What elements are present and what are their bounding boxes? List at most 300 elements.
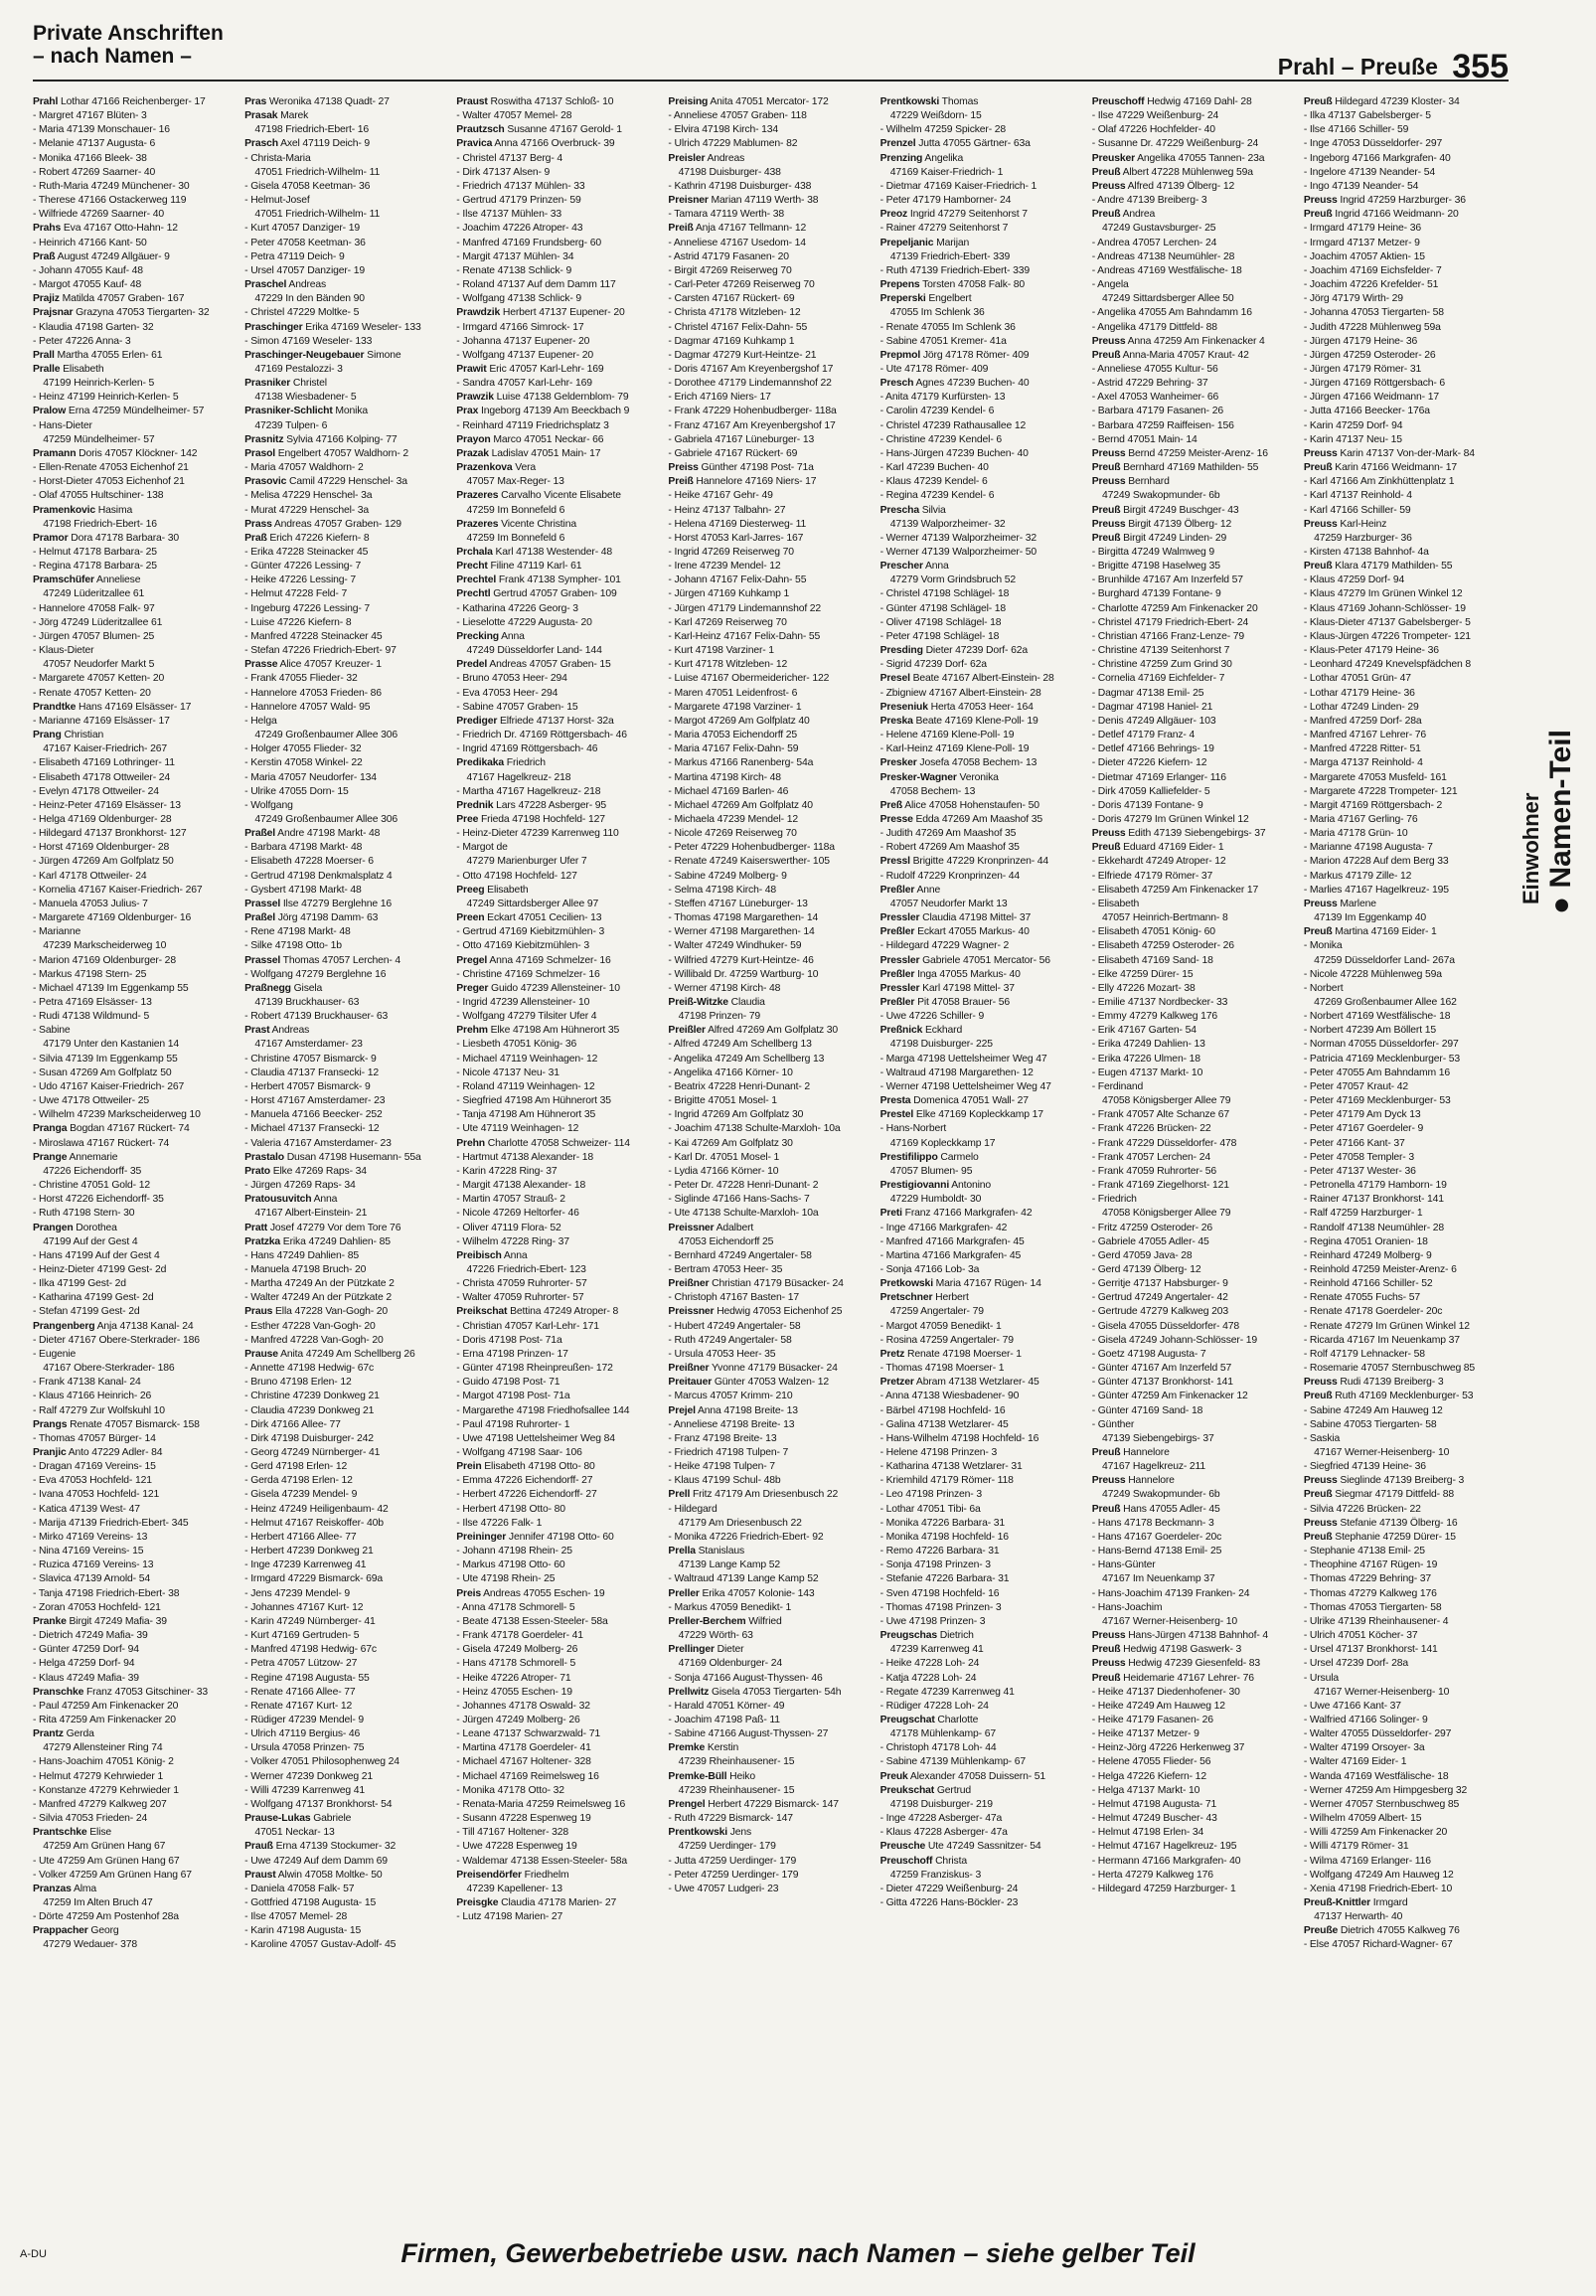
directory-entry: Prechtl Gertrud 47057 Graben- 109	[456, 588, 617, 600]
directory-entry: - Helmut 47198 Augusta- 71	[1091, 1798, 1217, 1810]
directory-entry: - Eva 47053 Hochfeld- 121	[33, 1475, 152, 1487]
directory-entry: - Franz 47198 Breite- 13	[668, 1432, 777, 1444]
directory-entry: - Christian 47166 Franz-Lenze- 79	[1091, 630, 1245, 642]
directory-entry: - Willi 47239 Karrenweg 41	[244, 1784, 365, 1796]
directory-entry: - Walfried 47166 Solinger- 9	[1303, 1714, 1428, 1725]
directory-entry: - Helmut 47249 Buscher- 43	[1091, 1813, 1217, 1825]
directory-entry: - Doris 47198 Post- 71a	[456, 1334, 562, 1346]
directory-entry: Prause-Lukas Gabriele	[244, 1813, 352, 1825]
directory-entry: - Manfred 47167 Lehrer- 76	[1303, 730, 1427, 741]
directory-entry: - Frank 47229 Düsseldorfer- 478	[1091, 1137, 1237, 1149]
directory-entry: 47051 Neckar- 13	[244, 1827, 335, 1839]
directory-entry: Presding Dieter 47239 Dorf- 62a	[879, 645, 1028, 657]
directory-entry: - Ursula 47053 Heer- 35	[668, 1348, 776, 1360]
directory-entry: - Tanja 47198 Am Hühnerort 35	[456, 1109, 596, 1121]
directory-entry: - Zoran 47053 Hochfeld- 121	[33, 1601, 161, 1613]
directory-entry: - Margit 47138 Alexander- 18	[456, 1180, 586, 1192]
directory-entry: 47239 Tulpen- 6	[244, 419, 328, 431]
directory-entry: - Renate 47166 Allee- 77	[244, 1686, 356, 1698]
directory-column	[33, 95, 238, 2242]
directory-entry: - Doris 47167 Am Kreyenbergshof 17	[668, 363, 834, 375]
directory-entry: - Friedrich Dr. 47169 Röttgersbach- 46	[456, 730, 627, 741]
directory-entry: - Detlef 47179 Franz- 4	[1091, 730, 1196, 741]
directory-entry: Preuß Klara 47179 Mathilden- 55	[1303, 561, 1453, 573]
directory-entry: Preissner Hedwig 47053 Eichenhof 25	[668, 1306, 843, 1318]
directory-entry: Presta Domenica 47051 Wall- 27	[879, 1095, 1029, 1107]
directory-entry: - Carsten 47167 Rückert- 69	[668, 293, 795, 305]
directory-entry: - Katharina 47199 Gest- 2d	[33, 1292, 154, 1304]
directory-entry: - Petronella 47179 Hamborn- 19	[1303, 1180, 1447, 1192]
directory-entry: Prange Annemarie	[33, 1151, 118, 1163]
directory-entry: 47259 Im Alten Bruch 47	[33, 1897, 153, 1908]
directory-entry: - Eugen 47137 Markt- 10	[1091, 1066, 1203, 1078]
directory-entry: - Ellen-Renate 47053 Eichenhof 21	[33, 462, 189, 474]
directory-entry: - Günter 47198 Schlägel- 18	[879, 602, 1007, 614]
directory-entry: - Christine 47057 Bismarck- 9	[244, 1053, 377, 1065]
directory-entry: - Helena 47169 Diesterweg- 11	[668, 518, 807, 530]
directory-entry: - Martina 47198 Kirch- 48	[668, 771, 781, 783]
directory-entry: - Gerd 47059 Java- 28	[1091, 1249, 1193, 1261]
directory-entry: - Helga 47169 Oldenburger- 28	[33, 813, 172, 825]
directory-entry: - Margarethe 47198 Friedhofsallee 144	[456, 1404, 630, 1416]
directory-entry: Prasniker Christel	[244, 378, 327, 390]
directory-entry: - Günter 47226 Lessing- 7	[244, 561, 362, 573]
directory-entry: - Marianne	[33, 926, 81, 938]
directory-entry: Preßler Anne	[879, 884, 941, 896]
directory-entry: - Nina 47169 Vereins- 15	[33, 1546, 144, 1558]
directory-entry: - Margarete 47053 Musfeld- 161	[1303, 771, 1447, 783]
directory-entry: - Regina 47239 Kendel- 6	[879, 490, 995, 502]
directory-entry: - Charlotte 47259 Am Finkenacker 20	[1091, 602, 1258, 614]
directory-entry: - Liesbeth 47051 König- 36	[456, 1039, 577, 1051]
directory-entry: - Angelika 47055 Am Bahndamm 16	[1091, 307, 1252, 319]
directory-entry: - Johann 47055 Kauf- 48	[33, 264, 143, 276]
directory-entry: - Helene 47055 Flieder- 56	[1091, 1756, 1211, 1768]
directory-entry: - Lothar 47249 Linden- 29	[1303, 701, 1419, 713]
directory-entry: 47138 Wiesbadener- 5	[244, 392, 357, 404]
directory-entry: - Herbert 47226 Eichendorff- 27	[456, 1489, 597, 1501]
directory-entry: - Denis 47249 Allgäuer- 103	[1091, 715, 1216, 727]
directory-entry: - Hans 47249 Dahlien- 85	[244, 1249, 359, 1261]
directory-entry: - Anna 47178 Schmorell- 5	[456, 1601, 575, 1613]
directory-entry: Praschel Andreas	[244, 279, 327, 291]
directory-entry: 47167 Werner-Heisenberg- 10	[1091, 1615, 1238, 1627]
page-header-left	[33, 22, 224, 68]
directory-entry: - Heike 47226 Lessing- 7	[244, 574, 357, 586]
directory-entry: - Siglinde 47166 Hans-Sachs- 7	[668, 1194, 810, 1206]
directory-entry: - Bernd 47051 Main- 14	[1091, 433, 1197, 445]
directory-entry: - Paul 47198 Ruhrorter- 1	[456, 1418, 570, 1430]
directory-entry: - Marija 47139 Friedrich-Ebert- 345	[33, 1517, 189, 1529]
directory-entry: - Lothar 47051 Grün- 47	[1303, 673, 1411, 685]
directory-entry: - Elisabeth 47169 Sand- 18	[1091, 954, 1213, 966]
directory-entry: - Hans-Joachim 47139 Franken- 24	[1091, 1587, 1250, 1599]
directory-entry: 47198 Friedrich-Ebert- 16	[33, 518, 157, 530]
directory-entry: Preß Alice 47058 Hohenstaufen- 50	[879, 799, 1039, 811]
directory-entry: 47259 Uerdinger- 179	[668, 1841, 776, 1853]
directory-entry: - Peter 47055 Am Bahndamm 16	[1303, 1066, 1450, 1078]
directory-entry: - Helga 47226 Kiefern- 12	[1091, 1770, 1206, 1782]
directory-entry: - Uwe 47249 Auf dem Damm 69	[244, 1855, 388, 1867]
directory-entry: - Fritz 47259 Osteroder- 26	[1091, 1222, 1212, 1233]
directory-entry: - Kai 47269 Am Golfplatz 30	[668, 1137, 793, 1149]
directory-entry: 47249 Großenbaumer Allee 306	[244, 730, 399, 741]
directory-entry: - Siegfried 47139 Heine- 36	[1303, 1461, 1426, 1473]
directory-entry: - Dietmar 47169 Erlanger- 116	[1091, 771, 1226, 783]
directory-entry: - Margarete 47169 Oldenburger- 16	[33, 912, 192, 924]
directory-entry: - Sven 47198 Hochfeld- 16	[879, 1587, 1000, 1599]
directory-entry: - Ilka 47137 Gabelsberger- 5	[1303, 110, 1431, 122]
directory-entry: Prantschke Elise	[33, 1827, 112, 1839]
directory-entry: - Roland 47119 Weinhagen- 12	[456, 1080, 595, 1092]
directory-entry: - Herbert 47239 Donkweg 21	[244, 1546, 374, 1558]
directory-entry: - Johanna 47137 Eupener- 20	[456, 335, 590, 347]
directory-entry: - Regina 47178 Barbara- 25	[33, 561, 157, 573]
directory-entry: Prawdzik Herbert 47137 Eupener- 20	[456, 307, 625, 319]
directory-entry: - Karin 47259 Dorf- 94	[1303, 419, 1403, 431]
directory-entry: - Heinz-Dieter 47199 Gest- 2d	[33, 1263, 167, 1275]
directory-entry: - Rainer 47279 Seitenhorst 7	[879, 223, 1009, 235]
directory-entry: Prass Andreas 47057 Graben- 129	[244, 518, 401, 530]
directory-entry: 47259 Am Grünen Hang 67	[33, 1841, 166, 1853]
directory-entry: - Frank 47178 Goerdeler- 41	[456, 1630, 583, 1642]
directory-entry: - Theophine 47167 Rügen- 19	[1303, 1559, 1438, 1571]
directory-entry: - Markus 47198 Otto- 60	[456, 1559, 565, 1571]
directory-entry: - Remo 47226 Barbara- 31	[879, 1546, 1000, 1558]
directory-entry: - Erika 47226 Ulmen- 18	[1091, 1053, 1200, 1065]
directory-entry: - Wolfgang 47137 Bronkhorst- 54	[244, 1798, 393, 1810]
directory-entry: - Rolf 47179 Lehnacker- 58	[1303, 1348, 1425, 1360]
directory-entry: - Renate 47249 Kaiserswerther- 105	[668, 856, 830, 868]
directory-entry: - Angelika 47249 Am Schellberg 13	[668, 1053, 825, 1065]
directory-entry: - Nicole 47269 Heltorfer- 46	[456, 1208, 579, 1220]
directory-entry: Pretzer Abram 47138 Wetzlarer- 45	[879, 1377, 1039, 1389]
directory-entry: Preseniuk Herta 47053 Heer- 164	[879, 701, 1034, 713]
directory-entry: - Günter 47259 Dorf- 94	[33, 1644, 139, 1656]
directory-entry: - Hildegard 47259 Harzburger- 1	[1091, 1883, 1236, 1894]
directory-entry: - Karin 47137 Neu- 15	[1303, 433, 1402, 445]
directory-entry: - Uwe 47166 Kant- 37	[1303, 1700, 1401, 1712]
directory-entry: Preitauer Günter 47053 Walzen- 12	[668, 1377, 830, 1389]
directory-entry: Preuss Hannelore	[1091, 1475, 1175, 1487]
directory-entry: 47057 Neudorfer Markt 13	[879, 898, 1008, 909]
directory-entry: Preuss Alfred 47139 Ölberg- 12	[1091, 180, 1235, 192]
directory-entry: Preuschoff Christa	[879, 1855, 967, 1867]
directory-entry: Prenzel Jutta 47055 Gärtner- 63a	[879, 138, 1031, 150]
directory-entry: Prehm Elke 47198 Am Hühnerort 35	[456, 1025, 620, 1037]
directory-entry: - Irmgard 47166 Simrock- 17	[456, 321, 584, 333]
directory-entry: - Elisabeth 47051 König- 60	[1091, 926, 1215, 938]
directory-entry: Preuß Karin 47166 Weidmann- 17	[1303, 462, 1457, 474]
directory-entry: - Frank 47138 Kanal- 24	[33, 1377, 141, 1389]
directory-entry: Prellwitz Gisela 47053 Tiergarten- 54h	[668, 1686, 842, 1698]
directory-entry: - Monika 47178 Otto- 32	[456, 1784, 564, 1796]
directory-entry: - Karl 47269 Reiserweg 70	[668, 616, 787, 628]
directory-entry: - Valeria 47167 Amsterdamer- 23	[244, 1137, 392, 1149]
directory-entry: 47199 Auf der Gest 4	[33, 1235, 138, 1247]
directory-entry: Prestel Elke 47169 Kopleckkamp 17	[879, 1109, 1043, 1121]
directory-entry: Preuss Anna 47259 Am Finkenacker 4	[1091, 335, 1265, 347]
directory-entry: - Frank 47057 Lerchen- 24	[1091, 1151, 1210, 1163]
directory-entry: - Angelika 47179 Dittfeld- 88	[1091, 321, 1217, 333]
directory-entry: Prasak Marek	[244, 110, 309, 122]
directory-entry: - Alfred 47249 Am Schellberg 13	[668, 1039, 812, 1051]
directory-entry: - Christel 47198 Schlägel- 18	[879, 588, 1010, 600]
directory-entry: - Regina 47051 Oranien- 18	[1303, 1235, 1428, 1247]
directory-entry: - Hartmut 47138 Alexander- 18	[456, 1151, 594, 1163]
directory-entry: - Gysbert 47198 Markt- 48	[244, 884, 362, 896]
directory-entry: - Reinhold 47259 Meister-Arenz- 6	[1303, 1263, 1457, 1275]
directory-entry: - Rudi 47138 Wildmund- 5	[33, 1011, 150, 1023]
directory-entry: - Johannes 47167 Kurt- 12	[244, 1601, 364, 1613]
directory-entry: 47239 Rheinhausener- 15	[668, 1756, 795, 1768]
directory-entry: - Willibald Dr. 47259 Wartburg- 10	[668, 968, 819, 980]
directory-entry: Praß Erich 47226 Kiefern- 8	[244, 532, 370, 544]
directory-entry: - Manfred 47228 Ritter- 51	[1303, 743, 1421, 755]
directory-entry: - Emma 47226 Eichendorff- 27	[456, 1475, 593, 1487]
directory-entry: - Helmut 47178 Barbara- 25	[33, 547, 157, 558]
directory-entry: - Joachim 47226 Krefelder- 51	[1303, 279, 1439, 291]
directory-entry: - Helmut 47279 Kehrwieder 1	[33, 1770, 164, 1782]
directory-entry: - Walter 47249 Windhuker- 59	[668, 940, 802, 952]
directory-entry: - Stefan 47199 Gest- 2d	[33, 1306, 140, 1318]
directory-entry: - Tanja 47198 Friedrich-Ebert- 38	[33, 1587, 180, 1599]
directory-entry: Pranzas Alma	[33, 1883, 97, 1894]
directory-entry: - Herbert 47057 Bismarck- 9	[244, 1080, 371, 1092]
directory-entry: - Klaus 47166 Heinrich- 26	[33, 1391, 152, 1402]
directory-entry: 47179 Unter den Kastanien 14	[33, 1039, 179, 1051]
directory-entry: Preperski Engelbert	[879, 293, 972, 305]
directory-entry: - Wolfgang 47138 Schlick- 9	[456, 293, 581, 305]
directory-entry: 47239 Rheinhausener- 15	[668, 1784, 795, 1796]
directory-entry: 47139 Lange Kamp 52	[668, 1559, 780, 1571]
directory-entry: - Kurt 47057 Danziger- 19	[244, 223, 360, 235]
directory-entry: - Ulrich 47051 Köcher- 37	[1303, 1630, 1418, 1642]
directory-entry: Precking Anna	[456, 630, 525, 642]
directory-entry: Preuß Andrea	[1091, 209, 1156, 221]
directory-entry: - Brunhilde 47167 Am Inzerfeld 57	[1091, 574, 1243, 586]
directory-entry: Prchala Karl 47138 Westender- 48	[456, 547, 613, 558]
footer-banner: Firmen, Gewerbebetriebe usw. nach Namen – siehe gelber Teil	[400, 2238, 1196, 2268]
directory-entry: - Leo 47198 Prinzen- 3	[879, 1489, 982, 1501]
directory-entry: - Kriemhild 47179 Römer- 118	[879, 1475, 1014, 1487]
directory-entry: - Elke 47259 Dürer- 15	[1091, 968, 1194, 980]
directory-entry: Preuß Eduard 47169 Eider- 1	[1091, 842, 1224, 854]
directory-entry: - Wilhelm 47228 Ring- 37	[456, 1235, 569, 1247]
directory-entry: - Melanie 47137 Augusta- 6	[33, 138, 156, 150]
directory-entry: - Gisela 47055 Düsseldorfer- 478	[1091, 1320, 1239, 1332]
directory-entry: - Helmut-Josef	[244, 195, 310, 207]
directory-entry: - Renate 47138 Schlick- 9	[456, 264, 572, 276]
directory-entry: - Jürgen 47166 Weidmann- 17	[1303, 392, 1439, 404]
directory-entry: Prawit Eric 47057 Karl-Lehr- 169	[456, 363, 604, 375]
directory-entry: - Reinhard 47119 Friedrichsplatz 3	[456, 419, 609, 431]
directory-entry: - Andrea 47057 Lerchen- 24	[1091, 237, 1217, 248]
directory-entry: - Hans 47167 Goerdeler- 20c	[1091, 1531, 1222, 1543]
directory-entry: - Joachim 47226 Atroper- 43	[456, 223, 583, 235]
directory-entry: - Sandra 47057 Karl-Lehr- 169	[456, 378, 592, 390]
directory-entry: - Manfred 47259 Dorf- 28a	[1303, 715, 1422, 727]
directory-entry: Pranke Birgit 47249 Mafia- 39	[33, 1615, 167, 1627]
directory-entry: Prasse Alice 47057 Kreuzer- 1	[244, 659, 382, 671]
directory-entry: - Werner 47198 Margarethen- 14	[668, 926, 815, 938]
directory-entry: - Klaus-Dieter 47137 Gabelsberger- 5	[1303, 616, 1471, 628]
directory-entry: - Klaus 47259 Dorf- 94	[1303, 574, 1405, 586]
directory-entry: - Frank 47169 Ziegelhorst- 121	[1091, 1180, 1229, 1192]
directory-entry: - Carolin 47239 Kendel- 6	[879, 406, 995, 417]
directory-entry: - Herta 47279 Kalkweg 176	[1091, 1869, 1213, 1881]
directory-entry: - Sabine 47166 August-Thyssen- 27	[668, 1728, 829, 1740]
directory-entry: - Georg 47249 Nürnberger- 41	[244, 1447, 381, 1458]
directory-entry: - Ekkehardt 47249 Atroper- 12	[1091, 856, 1226, 868]
directory-entry: - Thomas 47279 Kalkweg 176	[1303, 1587, 1437, 1599]
directory-entry: - Werner 47139 Walporzheimer- 32	[879, 532, 1037, 544]
directory-entry: - Regine 47198 Augusta- 55	[244, 1672, 370, 1684]
directory-entry: Preller Erika 47057 Kolonie- 143	[668, 1587, 815, 1599]
directory-entry: - Martina 47178 Goerdeler- 41	[456, 1742, 591, 1754]
directory-entry: - Sonja 47166 Lob- 3a	[879, 1263, 980, 1275]
directory-entry: Pramann Doris 47057 Klöckner- 142	[33, 447, 198, 459]
directory-entry: Prax Ingeborg 47139 Am Beeckbach 9	[456, 406, 630, 417]
directory-entry: - Walter 47249 An der Pützkate 2	[244, 1292, 393, 1304]
directory-entry: - Bärbel 47198 Hochfeld- 16	[879, 1404, 1006, 1416]
directory-entry: Pras Weronika 47138 Quadt- 27	[244, 96, 390, 107]
directory-entry: - Monika 47226 Barbara- 31	[879, 1517, 1006, 1529]
directory-entry: - Judith 47269 Am Maashof 35	[879, 828, 1017, 840]
directory-entry: - Friedrich	[1091, 1194, 1137, 1206]
directory-entry: Pralle Elisabeth	[33, 363, 104, 375]
directory-entry: - Frank 47057 Alte Schanze 67	[1091, 1109, 1230, 1121]
directory-entry: - Uwe 47198 Prinzen- 3	[879, 1615, 986, 1627]
directory-entry: - Jürgen 47179 Lindemannshof 22	[668, 602, 822, 614]
directory-entry: Preuk Alexander 47058 Duissern- 51	[879, 1770, 1046, 1782]
directory-entry: - Udo 47167 Kaiser-Friedrich- 267	[33, 1080, 185, 1092]
directory-entry: 47167 Albert-Einstein- 21	[244, 1208, 368, 1220]
directory-entry: - Margot 47198 Post- 71a	[456, 1391, 570, 1402]
directory-entry: - Judith 47228 Mühlenweg 59a	[1303, 321, 1441, 333]
directory-entry: - Heinz 47055 Eschen- 19	[456, 1686, 572, 1698]
directory-entry: - Thomas 47198 Moerser- 1	[879, 1363, 1005, 1375]
directory-entry: - Gitta 47226 Hans-Böckler- 23	[879, 1897, 1019, 1908]
directory-entry: - Elisabeth	[1091, 898, 1140, 909]
directory-entry: 47249 Swakopmunder- 6b	[1091, 490, 1220, 502]
directory-entry: - Inge 47053 Düsseldorfer- 297	[1303, 138, 1443, 150]
directory-entry: - Ilse 47137 Mühlen- 33	[456, 209, 561, 221]
directory-entry: - Elisabeth 47228 Moerser- 6	[244, 856, 374, 868]
directory-entry: - Dagmar 47138 Emil- 25	[1091, 687, 1204, 699]
directory-entry: 47139 Walporzheimer- 32	[879, 518, 1006, 530]
directory-entry: - Jens 47239 Mendel- 9	[244, 1587, 351, 1599]
directory-entry: - Margarete 47198 Varziner- 1	[668, 701, 802, 713]
directory-entry: Prang Christian	[33, 730, 104, 741]
directory-entry: Pressler Claudia 47198 Mittel- 37	[879, 912, 1032, 924]
directory-entry: - Klaus-Peter 47179 Heine- 36	[1303, 645, 1439, 657]
directory-entry: - Martin 47057 Strauß- 2	[456, 1194, 565, 1206]
directory-entry: Pretkowski Maria 47167 Rügen- 14	[879, 1278, 1041, 1290]
directory-entry: Prasol Engelbert 47057 Waldhorn- 2	[244, 447, 409, 459]
directory-entry: - Renate 47055 Im Schlenk 36	[879, 321, 1016, 333]
directory-entry: - Marion 47169 Oldenburger- 28	[33, 954, 176, 966]
directory-entry: - Lothar 47179 Heine- 36	[1303, 687, 1415, 699]
directory-entry: Presch Agnes 47239 Buchen- 40	[879, 378, 1030, 390]
directory-entry: 47058 Bechem- 13	[879, 785, 976, 797]
directory-entry: - Manfred 47198 Hedwig- 67c	[244, 1644, 377, 1656]
directory-entry: - Helmut 47167 Reiskoffer- 40b	[244, 1517, 384, 1529]
directory-entry: Prehn Charlotte 47058 Schweizer- 114	[456, 1137, 630, 1149]
directory-entry: 47057 Heinrich-Bertmann- 8	[1091, 912, 1228, 924]
directory-entry: 47249 Gustavsburger- 25	[1091, 223, 1216, 235]
directory-entry: - Rüdiger 47228 Loh- 24	[879, 1700, 989, 1712]
directory-entry: - Rüdiger 47239 Mendel- 9	[244, 1714, 364, 1725]
directory-entry: Preisendörfer Friedhelm	[456, 1869, 569, 1881]
directory-entry: 47198 Duisburger- 219	[879, 1798, 993, 1810]
directory-entry: - Martina 47166 Markgrafen- 45	[879, 1249, 1022, 1261]
directory-entry: - Bruno 47053 Heer- 294	[456, 673, 567, 685]
directory-entry: - Gertrud 47169 Kiebitzmühlen- 3	[456, 926, 605, 938]
directory-entry: - Anita 47179 Kurfürsten- 13	[879, 392, 1006, 404]
directory-entry: Preuß Hannelore	[1091, 1447, 1170, 1458]
directory-entry: - Randolf 47138 Neumühler- 28	[1303, 1222, 1445, 1233]
directory-entry: 47279 Allensteiner Ring 74	[33, 1742, 163, 1754]
directory-entry: - Tamara 47119 Werth- 38	[668, 209, 784, 221]
directory-entry: 47057 Blumen- 95	[879, 1165, 973, 1177]
directory-entry: - Oliver 47119 Flora- 52	[456, 1222, 561, 1233]
directory-entry: - Birgitta 47249 Walmweg 9	[1091, 547, 1215, 558]
directory-entry: - Christel 47179 Friedrich-Ebert- 24	[1091, 616, 1249, 628]
directory-entry: Praus Ella 47228 Van-Gogh- 20	[244, 1306, 389, 1318]
directory-entry: - Christel 47167 Felix-Dahn- 55	[668, 321, 808, 333]
directory-entry: 47279 Marienburger Ufer 7	[456, 856, 587, 868]
directory-entry: - Selma 47198 Kirch- 48	[668, 884, 777, 896]
directory-entry: Pramor Dora 47178 Barbara- 30	[33, 532, 179, 544]
directory-entry: - Gerda 47198 Erlen- 12	[244, 1475, 353, 1487]
directory-entry: - Thomas 47198 Prinzen- 3	[879, 1601, 1002, 1613]
directory-entry: - Ruzica 47169 Vereins- 13	[33, 1559, 154, 1571]
directory-entry: - Petra 47119 Deich- 9	[244, 250, 345, 262]
directory-entry: - Renate 47279 Im Grünen Winkel 12	[1303, 1320, 1470, 1332]
directory-entry: - Ricarda 47167 Im Neuenkamp 37	[1303, 1334, 1460, 1346]
directory-entry: 47139 Im Eggenkamp 40	[1303, 912, 1427, 924]
directory-entry: - Helmut 47228 Feld- 7	[244, 588, 348, 600]
directory-entry: - Marion 47228 Auf dem Berg 33	[1303, 856, 1449, 868]
directory-column	[244, 95, 449, 2242]
directory-entry: - Daniela 47058 Falk- 57	[244, 1883, 355, 1894]
directory-entry: - Günter 47198 Rheinpreußen- 172	[456, 1363, 613, 1375]
directory-entry: Pregel Anna 47169 Schmelzer- 16	[456, 954, 611, 966]
directory-entry: - Hildegard	[668, 1503, 718, 1515]
directory-entry: - Gerd 47139 Ölberg- 12	[1091, 1263, 1201, 1275]
directory-entry: - Margarete 47228 Trompeter- 121	[1303, 785, 1458, 797]
directory-entry: - Marianne 47198 Augusta- 7	[1303, 842, 1433, 854]
directory-entry: - Gisela 47239 Mendel- 9	[244, 1489, 358, 1501]
directory-entry: - Ursel 47137 Bronkhorst- 141	[1303, 1644, 1438, 1656]
directory-entry: - Christa-Maria	[244, 152, 311, 164]
directory-entry: - Walter 47059 Ruhrorter- 57	[456, 1292, 584, 1304]
directory-entry: Preuß Anna-Maria 47057 Kraut- 42	[1091, 349, 1249, 361]
directory-entry: Preuschoff Hedwig 47169 Dahl- 28	[1091, 96, 1252, 107]
directory-entry: - Michael 47269 Am Golfplatz 40	[668, 799, 813, 811]
directory-entry: Preen Eckart 47051 Cecilien- 13	[456, 912, 602, 924]
directory-entry: - Norbert 47239 Am Böllert 15	[1303, 1025, 1436, 1037]
directory-entry: - Andreas 47169 Westfälische- 18	[1091, 264, 1242, 276]
directory-entry: - Christel 47229 Moltke- 5	[244, 307, 360, 319]
directory-entry: - Miroslawa 47167 Rückert- 74	[33, 1137, 170, 1149]
directory-entry: 47239 Kapellener- 13	[456, 1883, 562, 1894]
directory-entry: 47269 Großenbaumer Allee 162	[1303, 997, 1457, 1008]
directory-entry: - Karin 47249 Nürnberger- 41	[244, 1615, 376, 1627]
directory-entry: - Marcus 47057 Krimm- 210	[668, 1391, 793, 1402]
directory-entry: Prantz Gerda	[33, 1728, 94, 1740]
